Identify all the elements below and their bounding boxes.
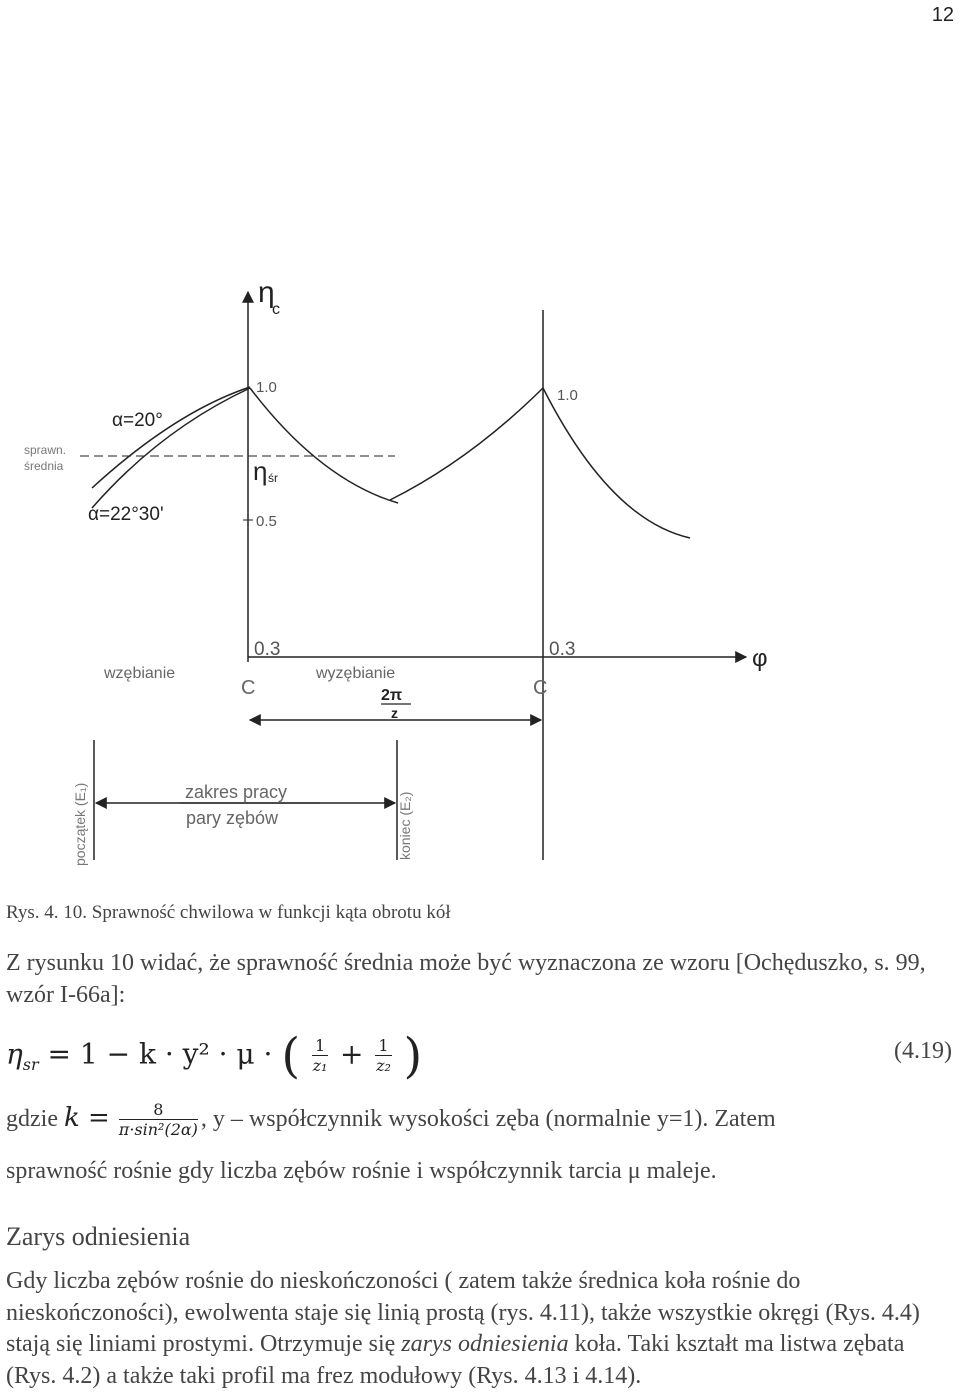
k-fraction: $\frac{8}{\text{π·sin²(2α)}}$	[118, 1100, 198, 1140]
section-title: Zarys odniesienia	[6, 1222, 191, 1251]
alpha-22-label: α=22°30'	[88, 504, 164, 525]
eta-avg-label: η	[253, 456, 268, 486]
avg-label-line2: średnia	[24, 459, 64, 473]
point-c-right: C	[533, 677, 548, 699]
avg-label-line1: sprawn.	[24, 443, 67, 457]
curve-right-rising	[390, 388, 543, 500]
curve-alpha22-left	[92, 388, 250, 508]
point-c-left: C	[241, 677, 256, 699]
page-number: 12	[931, 4, 954, 26]
y-axis-label: η	[258, 276, 275, 309]
equation-number: (4.19)	[894, 1038, 952, 1064]
paragraph-2: Gdy liczba zębów rośnie do nieskończoności ( zatem także średnica koła rośnie do nieskończoności), ewolwenta staje się linią prostą (rys. 4.11), także wszystkie okręgi (Rys. 4.4) stają się liniami prostymi. Otrzymuje się zarys odniesienia koła. Taki kształt ma listwa zębata (Rys. 4.2) a także taki profil ma frez modułowy (Rys. 4.13 i 4.14).	[6, 1268, 920, 1390]
curve-alpha20-left	[92, 387, 250, 488]
work-range-line2: pary zębów	[186, 808, 279, 828]
curve-right-falling	[250, 388, 398, 503]
paragraph-1: Z rysunku 10 widać, że sprawność średnia może być wyznaczona ze wzoru [Ochęduszko, s. 99, wzór I-66a]:	[6, 950, 926, 1008]
label-wzebianie: wzębianie	[104, 665, 176, 682]
svg-text:śr: śr	[268, 471, 278, 485]
x-axis-label: φ	[752, 645, 768, 672]
formula-4-19: $\eta_{sr} = 1 - k \cdot y^2 \cdot \mu$ · ( $\frac{1}{\text{z₁}}$ + $\frac{1}{\text{z₂}}$ ) (4.19)	[6, 1028, 952, 1084]
tick-03-right: 0.3	[549, 639, 576, 660]
efficiency-figure	[0, 270, 960, 870]
start-label: początek (E₁)	[72, 782, 88, 866]
formula-middle: = 1 − k · y² · μ ·	[47, 1037, 273, 1071]
tick-03-left: 0.3	[254, 639, 281, 660]
tick-1-left: 1.0	[256, 379, 277, 396]
formula-fraction-1: $\frac{1}{\text{z₁}}$	[312, 1035, 328, 1075]
italic-term: zarys odniesienia	[401, 1331, 569, 1358]
work-range-line1: zakres pracy	[185, 782, 288, 802]
label-wyzebianie: wyzębianie	[316, 665, 396, 682]
svg-text:c: c	[272, 301, 280, 318]
conclusion-line: sprawność rośnie gdy liczba zębów rośnie i współczynnik tarcia μ maleje.	[6, 1158, 717, 1184]
formula-lhs: η	[6, 1037, 23, 1071]
where-line: gdzie k = $\frac{8}{\text{π·sin²(2α)}}$ , y – współczynnik wysokości zęba (normalnie y=1). Zatem	[6, 1100, 776, 1140]
pitch-denominator: z	[391, 705, 398, 721]
tick-05: 0.5	[256, 513, 277, 530]
alpha-20-label: α=20°	[112, 410, 163, 431]
figure-caption: Rys. 4. 10. Sprawność chwilowa w funkcji kąta obrotu kół	[6, 902, 451, 923]
tick-1-right: 1.0	[557, 387, 578, 404]
end-label: koniec (E₂)	[397, 791, 413, 860]
formula-fraction-2: $\frac{1}{\text{z₂}}$	[376, 1035, 391, 1075]
curve-second-right	[543, 388, 690, 538]
k-definition: k =	[63, 1103, 110, 1134]
pitch-numerator: 2π	[381, 687, 403, 704]
